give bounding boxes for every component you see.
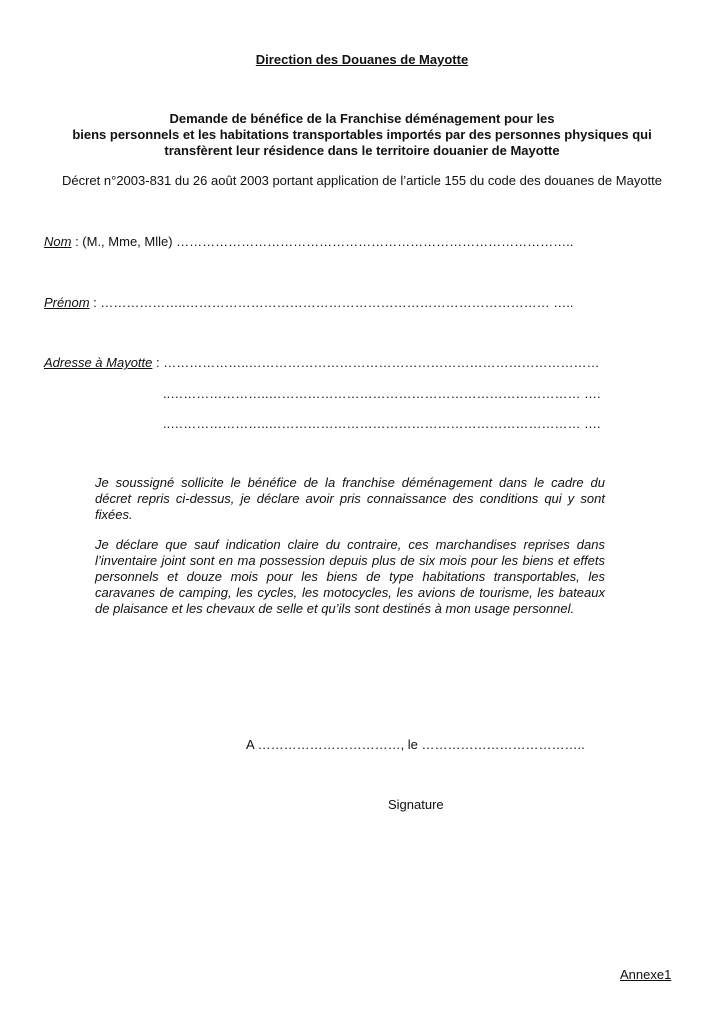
- nom-dotted-line: : (M., Mme, Mlle) ………………………………………………………………………………..: [71, 234, 574, 249]
- prenom-dotted-line: : ………………..………………………………………………………………………… …..: [89, 295, 574, 310]
- subject-line-3: transfèrent leur résidence dans le territoire douanier de Mayotte: [164, 143, 560, 158]
- adresse-dotted-line-3[interactable]: ..…………………..……………………………………………………………… ….: [163, 416, 601, 431]
- prenom-label: Prénom: [44, 295, 90, 310]
- subject-line-1: Demande de bénéfice de la Franchise déménagement pour les: [169, 111, 555, 126]
- place-date-line[interactable]: A ……………………………, le ………………………………..: [246, 737, 585, 752]
- adresse-dotted-line-2[interactable]: ..…………………..……………………………………………………………… ….: [163, 386, 601, 401]
- adresse-label: Adresse à Mayotte: [44, 355, 153, 370]
- page-title: Direction des Douanes de Mayotte: [255, 52, 469, 67]
- prenom-field[interactable]: [44, 295, 573, 310]
- annex-label: Annexe1: [620, 967, 672, 982]
- nom-label: Nom: [44, 234, 72, 249]
- nom-field[interactable]: [44, 234, 573, 249]
- declaration-paragraph-1: Je soussigné sollicite le bénéfice de la franchise déménagement dans le cadre du décret repris ci-dessus, je déclare avoir pris connaissance des conditions qui y sont fixées.: [95, 475, 605, 522]
- decree-reference: Décret n°2003-831 du 26 août 2003 portant application de l’article 155 du code des douanes de Mayotte: [61, 173, 662, 188]
- declaration-paragraph-2: Je déclare que sauf indication claire du contraire, ces marchandises reprises dans l’inventaire joint sont en ma possession depuis plus de six mois pour les biens et effets personnels et douze mois pour les biens de type habitations transportables, les caravanes de camping, les cycles, les motocycles, les avions de tourisme, les bateaux de plaisance et les chevaux de selle et qu’ils sont destinés à mon usage personnel.: [95, 537, 605, 616]
- signature-label: Signature: [388, 797, 444, 812]
- adresse-field[interactable]: [44, 355, 599, 370]
- adresse-dotted-line-1: : ………………..………………………………………………………………………: [152, 355, 600, 370]
- subject-line-2: biens personnels et les habitations transportables importés par des personnes physiques qui: [72, 127, 652, 142]
